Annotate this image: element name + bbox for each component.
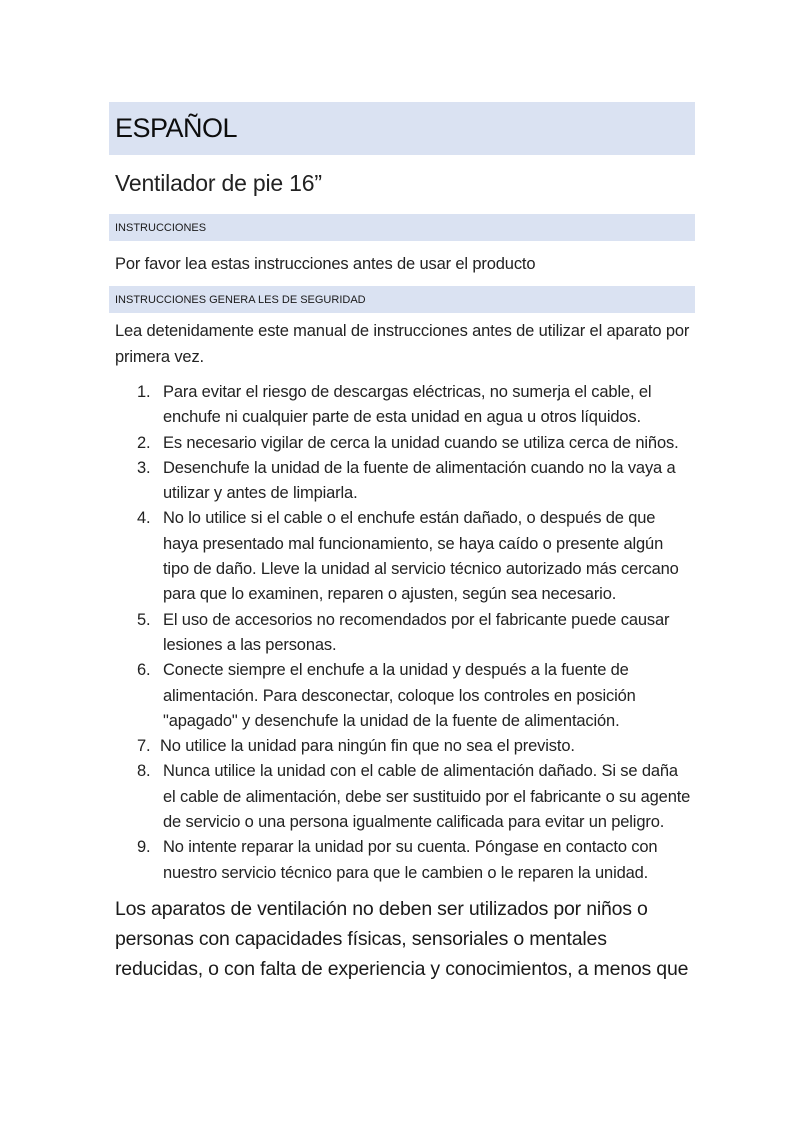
product-title: Ventilador de pie 16” [115, 170, 322, 196]
safety-list [109, 380, 695, 886]
list-number: 6. [137, 661, 151, 680]
list-text: Es necesario vigilar de cerca la unidad cuando se utiliza cerca de niños. [163, 433, 679, 452]
list-text: Conecte siempre el enchufe a la unidad y después a la fuente de alimentación. Para desconectar, coloque los controles en posición "apagado" y desenchufe la unidad de la fuente de alimentación. [163, 661, 636, 730]
list-number: 9. [137, 838, 151, 857]
warning-paragraph: Los aparatos de ventilación no deben ser utilizados por niños o personas con capacidades físicas, sensoriales o mentales reducidas, o con falta de experiencia y conocimientos, a menos que [115, 897, 689, 980]
language-heading-band [109, 102, 695, 155]
list-text: Para evitar el riesgo de descargas eléctricas, no sumerja el cable, el enchufe ni cualquier parte de esta unidad en agua u otros líquidos. [163, 383, 652, 427]
list-text: No lo utilice si el cable o el enchufe están dañado, o después de que haya presentado mal funcionamiento, se haya caído o presente algún tipo de daño. Lleve la unidad al servicio técnico autorizado más cercano para que lo examinen, reparen o ajusten, según sea necesario. [163, 509, 679, 604]
list-item [109, 608, 695, 659]
list-number: 7. [137, 737, 151, 756]
list-item [109, 456, 695, 507]
list-item [109, 835, 695, 886]
safety-heading: INSTRUCCIONES GENERA LES DE SEGURIDAD [109, 286, 695, 313]
list-text: No intente reparar la unidad por su cuenta. Póngase en contacto con nuestro servicio técnico para que le cambien o le reparen la unidad. [163, 838, 658, 882]
list-item [109, 734, 695, 759]
list-number: 5. [137, 610, 151, 629]
list-item [109, 380, 695, 431]
list-number: 2. [137, 433, 151, 452]
list-text: Desenchufe la unidad de la fuente de alimentación cuando no la vaya a utilizar y antes de limpiarla. [163, 458, 676, 503]
list-item [109, 431, 695, 456]
list-item [109, 759, 695, 835]
list-number: 4. [137, 509, 151, 528]
list-number: 1. [137, 383, 151, 401]
list-text: El uso de accesorios no recomendados por el fabricante puede causar lesiones a las personas. [163, 610, 670, 654]
list-item [109, 506, 695, 607]
list-number: 8. [137, 762, 151, 781]
instructions-heading: INSTRUCCIONES [109, 214, 695, 241]
list-item [109, 658, 695, 734]
list-text: No utilice la unidad para ningún fin que no sea el previsto. [160, 737, 575, 756]
safety-intro: Lea detenidamente este manual de instrucciones antes de utilizar el aparato por primera vez. [115, 322, 690, 366]
manual-page [109, 102, 695, 1003]
instructions-intro: Por favor lea estas instrucciones antes de usar el producto [115, 254, 536, 273]
language-heading: ESPAÑOL [115, 113, 238, 143]
list-text: Nunca utilice la unidad con el cable de alimentación dañado. Si se daña el cable de alimentación, debe ser sustituido por el fabricante o su agente de servicio o una persona igualmente calificada para evitar un peligro. [163, 762, 691, 832]
list-number: 3. [137, 458, 151, 477]
